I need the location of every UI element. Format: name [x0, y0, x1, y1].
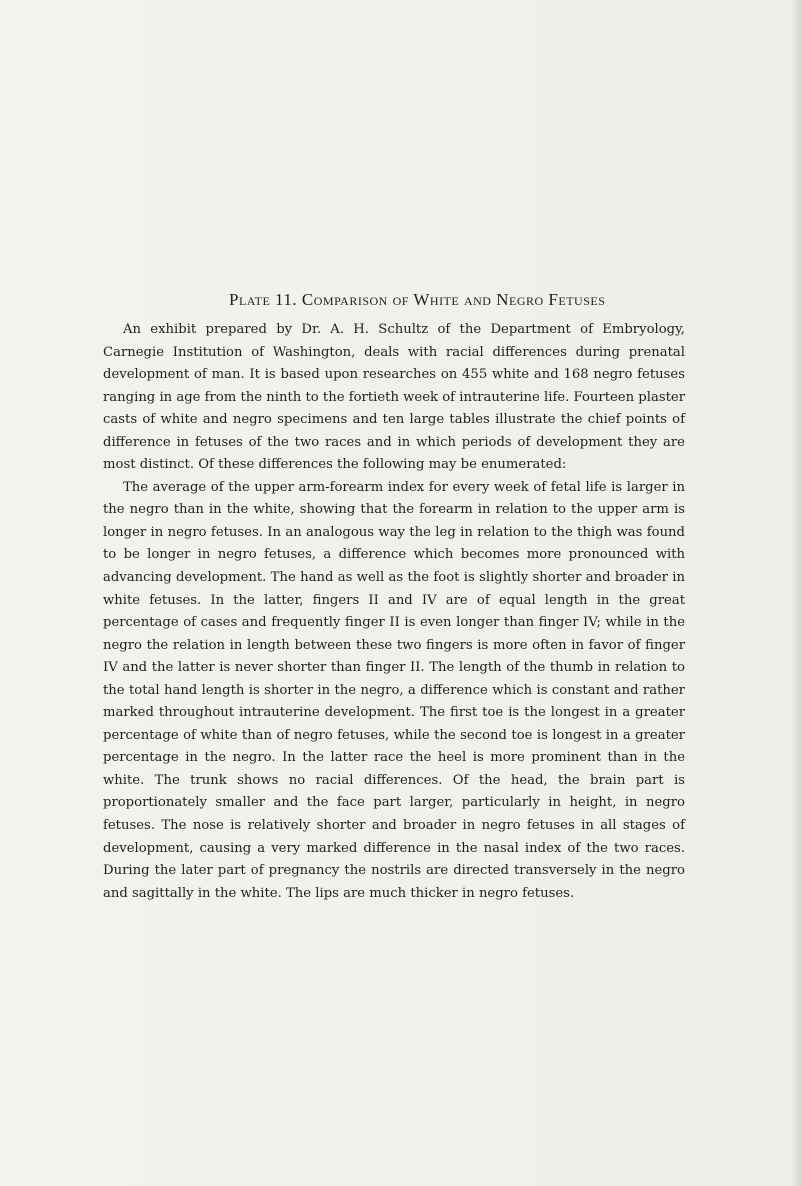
plate-heading: Plate 11. Comparison of White and Negro Fetuses	[229, 290, 606, 309]
plate-body	[103, 319, 685, 905]
paragraph-intro: An exhibit prepared by Dr. A. H. Schultz of the Department of Embryology, Carnegie Institution of Washington, deals with racial differences during prenatal development of man. It is based upon researches on 455 white and 168 negro fetuses ranging in age from the ninth to the fortieth week of intrauterine life. Fourteen plaster casts of white and negro specimens and ten large tables illustrate the chief points of difference in fetuses of the two races and in which periods of development they are most distinct. Of these differences the following may be enumerated:	[103, 322, 685, 473]
paragraph-differences: The average of the upper arm-forearm index for every week of fetal life is larger in the negro than in the white, showing that the forearm in relation to the upper arm is longer in negro fetuses. In an analogous way the leg in relation to the thigh was found to be longer in negro fetuses, a difference which becomes more pronounced with advancing development. The hand as well as the foot is slightly shorter and broader in white fetuses. In the latter, fingers II and IV are of equal length in the great percentage of cases and frequently finger II is even longer than finger IV; while in the negro the relation in length between these two fingers is more often in favor of finger IV and the latter is never shorter than finger II. The length of the thumb in relation to the total hand length is shorter in the negro, a difference which is constant and rather marked throughout intrauterine development. The first toe is the longest in a greater percentage of white than of negro fetuses, while the second toe is longest in a greater percentage in the negro. In the latter race the heel is more prominent than in the white. The trunk shows no racial differences. Of the head, the brain part is proportionately smaller and the face part larger, particularly in height, in negro fetuses. The nose is relatively shorter and broader in negro fetuses in all stages of development, causing a very marked difference in the nasal index of the two races. During the later part of pregnancy the nostrils are directed transversely in the negro and sagittally in the white. The lips are much thicker in negro fetuses.	[103, 479, 685, 901]
page-edge-shadow	[791, 0, 801, 1186]
